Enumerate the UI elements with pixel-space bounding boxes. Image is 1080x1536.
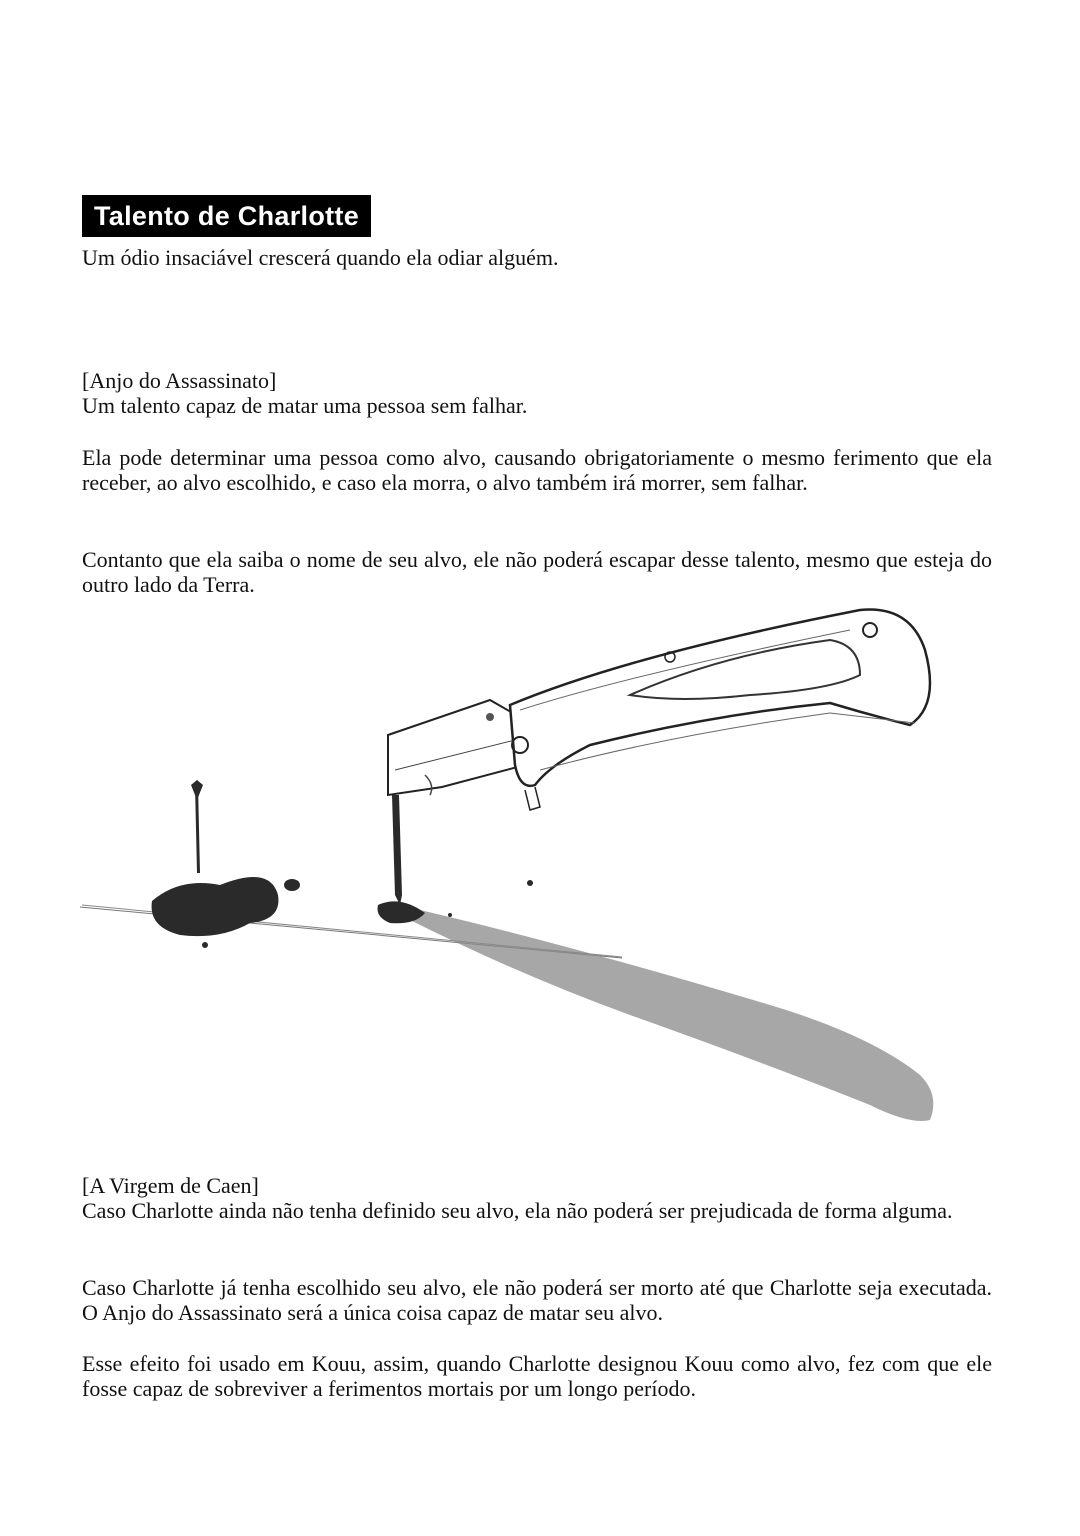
assassination-summary: Um talento capaz de matar uma pessoa sem falhar.	[82, 393, 528, 418]
blood-drop	[284, 879, 300, 891]
blood-stream-right	[392, 795, 402, 905]
virgin-paragraph-2	[82, 1275, 992, 1325]
assassination-paragraph-2-text: Contanto que ela saiba o nome de seu alvo, ele não poderá escapar desse talento, mesmo que esteja do outro lado da Terra.	[82, 547, 992, 597]
assassination-paragraph-1	[82, 445, 992, 495]
assassination-paragraph-2	[82, 547, 992, 597]
assassination-paragraph-1-text: Ela pode determinar uma pessoa como alvo, causando obrigatoriamente o mesmo ferimento que ela receber, ao alvo escolhido, e caso ela morra, o alvo também irá morrer, sem falhar.	[82, 445, 992, 495]
page-subtitle: Um ódio insaciável crescerá quando ela odiar alguém.	[82, 245, 559, 270]
virgin-paragraph-3	[82, 1351, 992, 1401]
virgin-paragraph-3-text: Esse efeito foi usado em Kouu, assim, quando Charlotte designou Kouu como alvo, fez com que ele fosse capaz de sobreviver a ferimentos mortais por um longo período.	[82, 1351, 992, 1401]
virgin-heading: [A Virgem de Caen]	[82, 1173, 259, 1198]
blood-pool-left	[152, 877, 279, 936]
virgin-paragraph-2-text: Caso Charlotte já tenha escolhido seu alvo, ele não poderá ser morto até que Charlotte seja executada. O Anjo do Assassinato será a única coisa capaz de matar seu alvo.	[82, 1275, 992, 1325]
virgin-paragraph-1-text: Caso Charlotte ainda não tenha definido seu alvo, ela não poderá ser prejudicada de forma alguma.	[82, 1198, 953, 1223]
assassination-section	[82, 368, 992, 418]
knife-blade	[388, 700, 525, 795]
virgin-section	[82, 1173, 992, 1198]
assassination-heading: [Anjo do Assassinato]	[82, 368, 277, 393]
knife-shadow	[410, 910, 933, 1121]
page-title: Talento de Charlotte	[82, 195, 371, 237]
knife-illustration	[70, 595, 1010, 1175]
virgin-paragraph-1	[82, 1198, 992, 1223]
